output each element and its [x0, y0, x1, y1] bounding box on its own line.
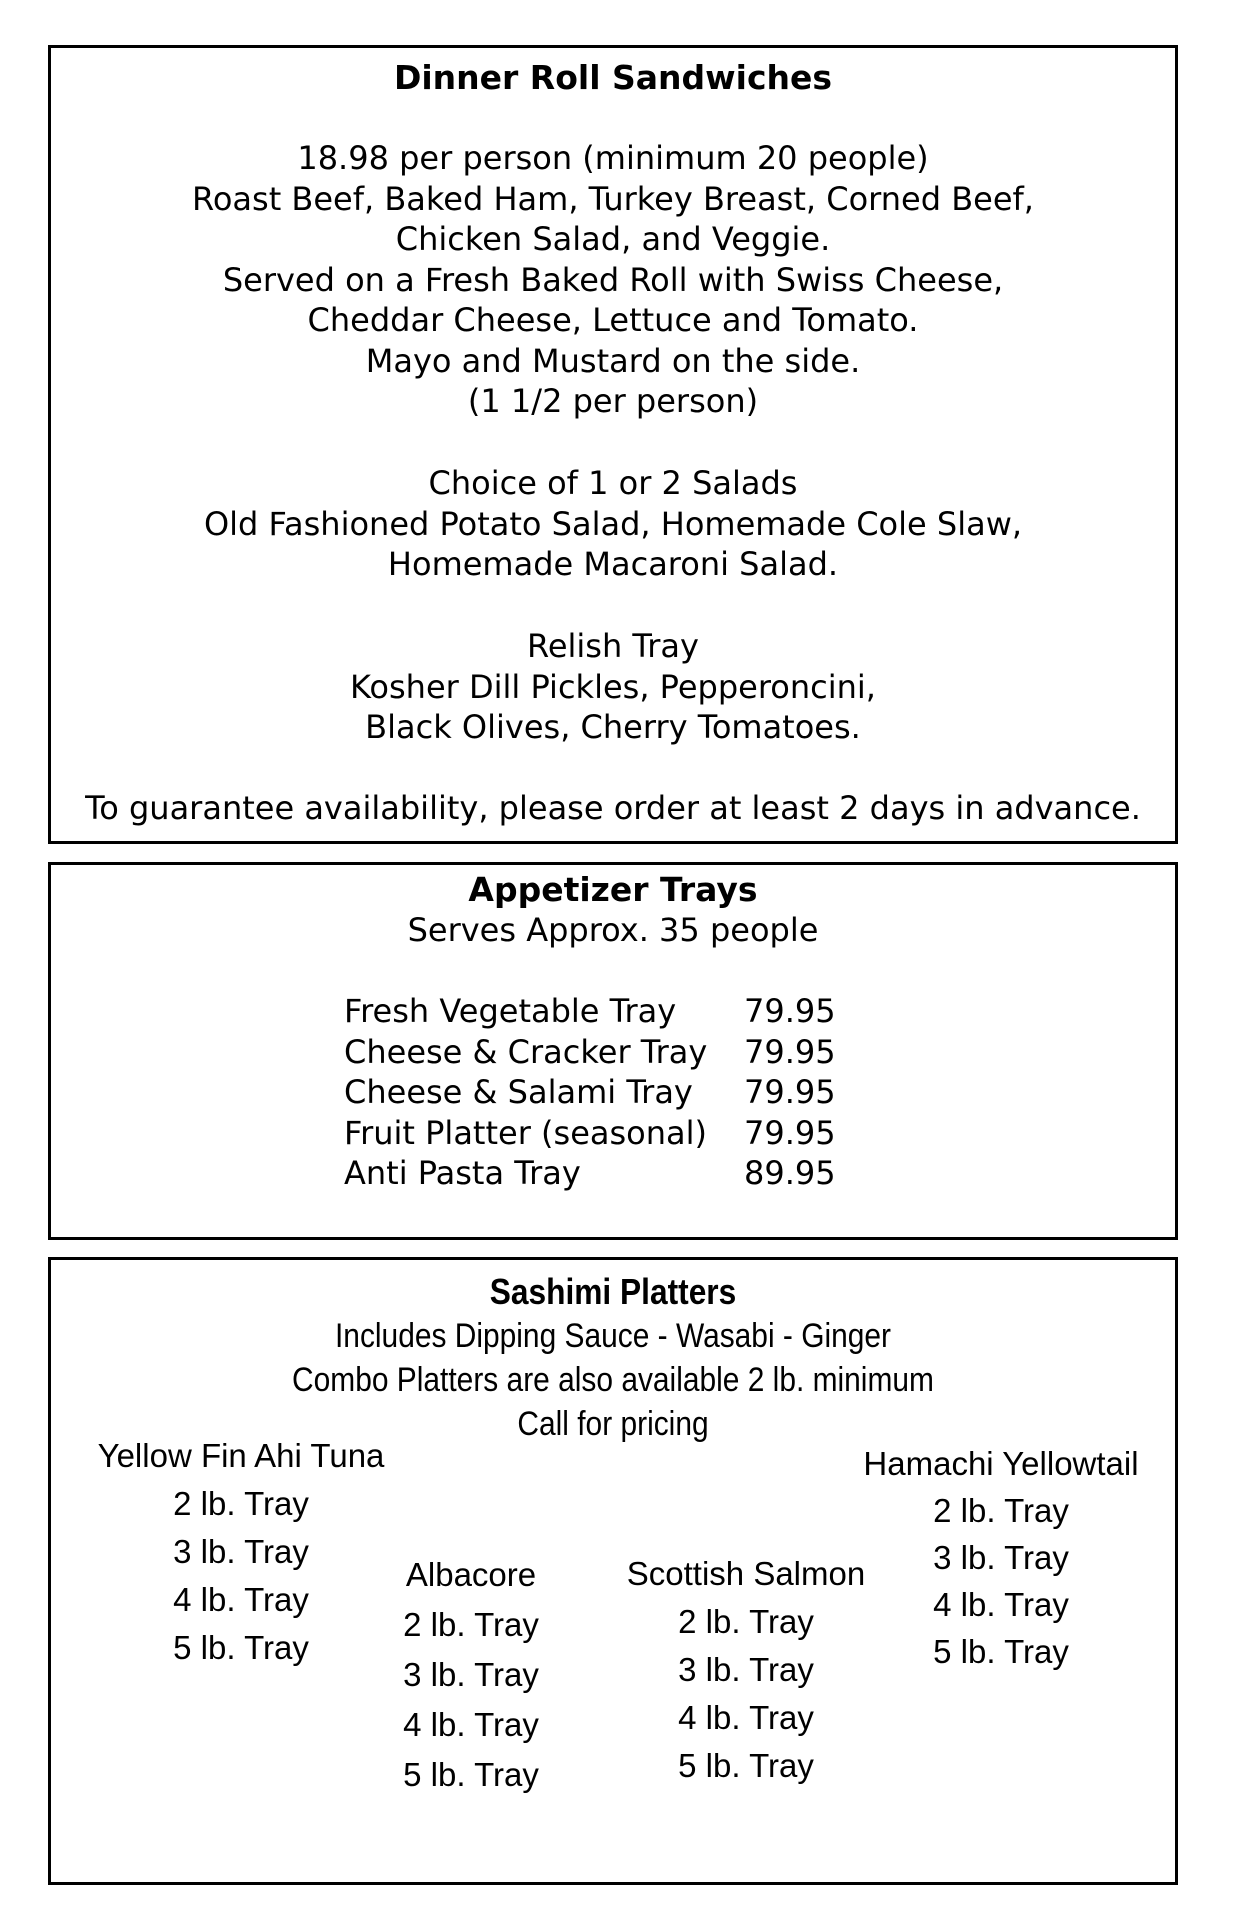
sashimi-info-line: Includes Dipping Sauce - Wasabi - Ginger	[334, 1317, 891, 1355]
tray-size: 2 lb. Tray	[403, 1606, 539, 1643]
sashimi-section	[48, 1257, 1178, 1885]
tray-size: 4 lb. Tray	[678, 1699, 814, 1736]
fish-column-albacore	[371, 1550, 571, 1800]
relish-line: Relish Tray	[527, 627, 699, 665]
tray-size: 5 lb. Tray	[933, 1633, 1069, 1670]
dinner-title: Dinner Roll Sandwiches	[393, 58, 833, 97]
tray-size: 4 lb. Tray	[403, 1706, 539, 1743]
appetizer-price-list	[344, 991, 836, 1194]
dinner-line: Served on a Fresh Baked Roll with Swiss Cheese,	[222, 260, 1004, 299]
fish-column-ahi-tuna	[71, 1432, 411, 1672]
tray-price: 79.95	[744, 1113, 836, 1152]
tray-name: Anti Pasta Tray	[344, 1154, 581, 1192]
fish-column-hamachi-yellowtail	[831, 1440, 1171, 1675]
salad-line: Choice of 1 or 2 Salads	[428, 464, 798, 502]
tray-size: 3 lb. Tray	[933, 1539, 1069, 1576]
price-row	[344, 1032, 836, 1073]
relish-line: Black Olives, Cherry Tomatoes.	[365, 708, 861, 746]
appetizer-section	[48, 862, 1178, 1240]
sashimi-info	[118, 1314, 1107, 1446]
sashimi-info-line: Combo Platters are also available 2 lb. minimum	[292, 1361, 934, 1399]
dinner-roll-section	[48, 45, 1178, 844]
tray-size: 5 lb. Tray	[403, 1756, 539, 1793]
tray-price: 79.95	[744, 992, 836, 1030]
tray-size: 3 lb. Tray	[173, 1533, 309, 1570]
dinner-line: (1 1/2 per person)	[467, 382, 759, 420]
relish-tray	[51, 626, 1175, 748]
salad-choices	[51, 463, 1175, 585]
price-row	[344, 1153, 836, 1194]
tray-name: Cheese & Cracker Tray	[344, 1032, 708, 1071]
dinner-line: Chicken Salad, and Veggie.	[395, 220, 831, 258]
order-note: To guarantee availability, please order at least 2 days in advance.	[85, 789, 1141, 827]
tray-size: 4 lb. Tray	[173, 1581, 309, 1618]
fish-name: Scottish Salmon	[626, 1555, 866, 1592]
tray-size: 5 lb. Tray	[173, 1629, 309, 1666]
dinner-line: Roast Beef, Baked Ham, Turkey Breast, Corned Beef,	[192, 179, 1034, 218]
tray-size: 2 lb. Tray	[933, 1492, 1069, 1529]
relish-line: Kosher Dill Pickles, Pepperoncini,	[350, 667, 876, 706]
dinner-description	[51, 138, 1175, 422]
dinner-line: 18.98 per person (minimum 20 people)	[297, 139, 929, 177]
fish-name: Yellow Fin Ahi Tuna	[97, 1437, 385, 1474]
appetizer-subtitle: Serves Approx. 35 people	[407, 911, 819, 949]
tray-size: 3 lb. Tray	[403, 1656, 539, 1693]
tray-size: 2 lb. Tray	[173, 1485, 309, 1522]
fish-name: Albacore	[405, 1556, 537, 1593]
tray-size: 2 lb. Tray	[678, 1603, 814, 1640]
tray-name: Cheese & Salami Tray	[344, 1073, 693, 1111]
tray-size: 3 lb. Tray	[678, 1651, 814, 1688]
tray-price: 79.95	[744, 1032, 836, 1071]
tray-name: Fruit Platter (seasonal)	[344, 1113, 707, 1152]
tray-name: Fresh Vegetable Tray	[344, 992, 677, 1030]
price-row	[344, 1072, 836, 1113]
fish-name: Hamachi Yellowtail	[863, 1445, 1139, 1482]
price-row	[344, 991, 836, 1032]
salad-line: Homemade Macaroni Salad.	[387, 545, 839, 583]
price-row	[344, 1113, 836, 1154]
tray-price: 79.95	[744, 1073, 836, 1111]
tray-size: 4 lb. Tray	[933, 1586, 1069, 1623]
salad-line: Old Fashioned Potato Salad, Homemade Cole Slaw,	[203, 504, 1023, 543]
tray-size: 5 lb. Tray	[678, 1747, 814, 1784]
dinner-line: Cheddar Cheese, Lettuce and Tomato.	[307, 301, 919, 339]
sashimi-title: Sashimi Platters	[489, 1271, 737, 1312]
dinner-line: Mayo and Mustard on the side.	[365, 341, 861, 380]
tray-price: 89.95	[744, 1154, 836, 1192]
appetizer-title: Appetizer Trays	[468, 870, 758, 909]
sashimi-info-line: Call for pricing	[517, 1405, 709, 1443]
